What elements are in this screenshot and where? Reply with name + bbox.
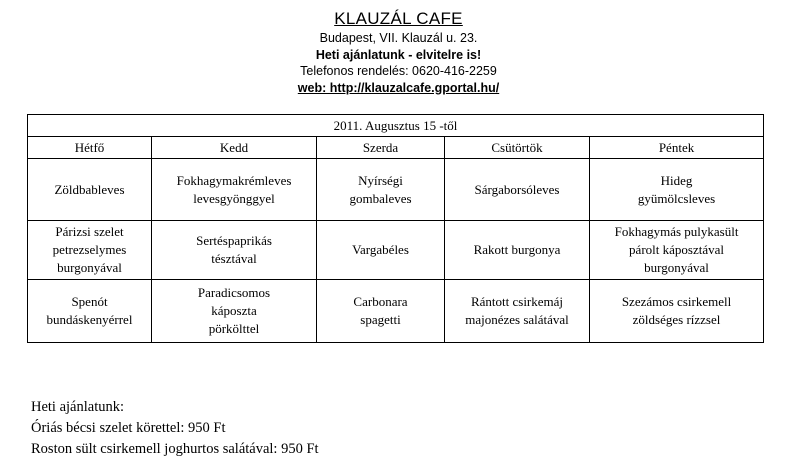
menu-cell: Hideg gyümölcsleves — [590, 159, 764, 221]
weekly-offer-item: Roston sült csirkemell joghurtos salátával: 950 Ft — [31, 441, 319, 457]
day-header-monday: Hétfő — [28, 137, 152, 159]
menu-cell: Carbonara spagetti — [317, 280, 445, 343]
menu-cell: Szezámos csirkemell zöldséges rízzsel — [590, 280, 764, 343]
day-header-wednesday: Szerda — [317, 137, 445, 159]
cafe-name: KLAUZÁL CAFE — [334, 9, 463, 28]
menu-cell: Paradicsomos káposzta pörkölttel — [152, 280, 317, 343]
menu-cell: Spenót bundáskenyérrel — [28, 280, 152, 343]
menu-cell: Zöldbableves — [28, 159, 152, 221]
menu-row-soup — [28, 159, 764, 221]
menu-cell: Fokhagymakrémleves levesgyönggyel — [152, 159, 317, 221]
menu-cell: Vargabéles — [317, 221, 445, 280]
menu-row-main — [28, 221, 764, 280]
cafe-address: Budapest, VII. Klauzál u. 23. — [319, 31, 478, 45]
phone-order: Telefonos rendelés: 0620-416-2259 — [300, 64, 497, 78]
weekly-menu-table — [27, 114, 764, 343]
menu-row-main-2 — [28, 280, 764, 343]
menu-cell: Nyírségi gombaleves — [317, 159, 445, 221]
menu-cell: Rakott burgonya — [445, 221, 590, 280]
menu-cell: Párizsi szelet petrezselymes burgonyával — [28, 221, 152, 280]
menu-date-title: 2011. Augusztus 15 -től — [28, 115, 764, 137]
weekly-offer — [31, 397, 319, 460]
menu-cell: Sertéspaprikás tésztával — [152, 221, 317, 280]
day-header-thursday: Csütörtök — [445, 137, 590, 159]
weekly-offer-item: Óriás bécsi szelet körettel: 950 Ft — [31, 420, 226, 436]
day-header-tuesday: Kedd — [152, 137, 317, 159]
weekly-offer-slogan: Heti ajánlatunk - elvitelre is! — [315, 47, 482, 62]
menu-cell: Rántott csirkemáj majonézes salátával — [445, 280, 590, 343]
weekly-offer-heading: Heti ajánlatunk: — [31, 399, 125, 415]
menu-cell: Sárgaborsóleves — [445, 159, 590, 221]
menu-cell: Fokhagymás pulykasült párolt káposztával burgonyával — [590, 221, 764, 280]
website-link[interactable]: web: http://klauzalcafe.gportal.hu/ — [297, 80, 500, 95]
day-header-friday: Péntek — [590, 137, 764, 159]
cafe-header — [0, 8, 797, 96]
